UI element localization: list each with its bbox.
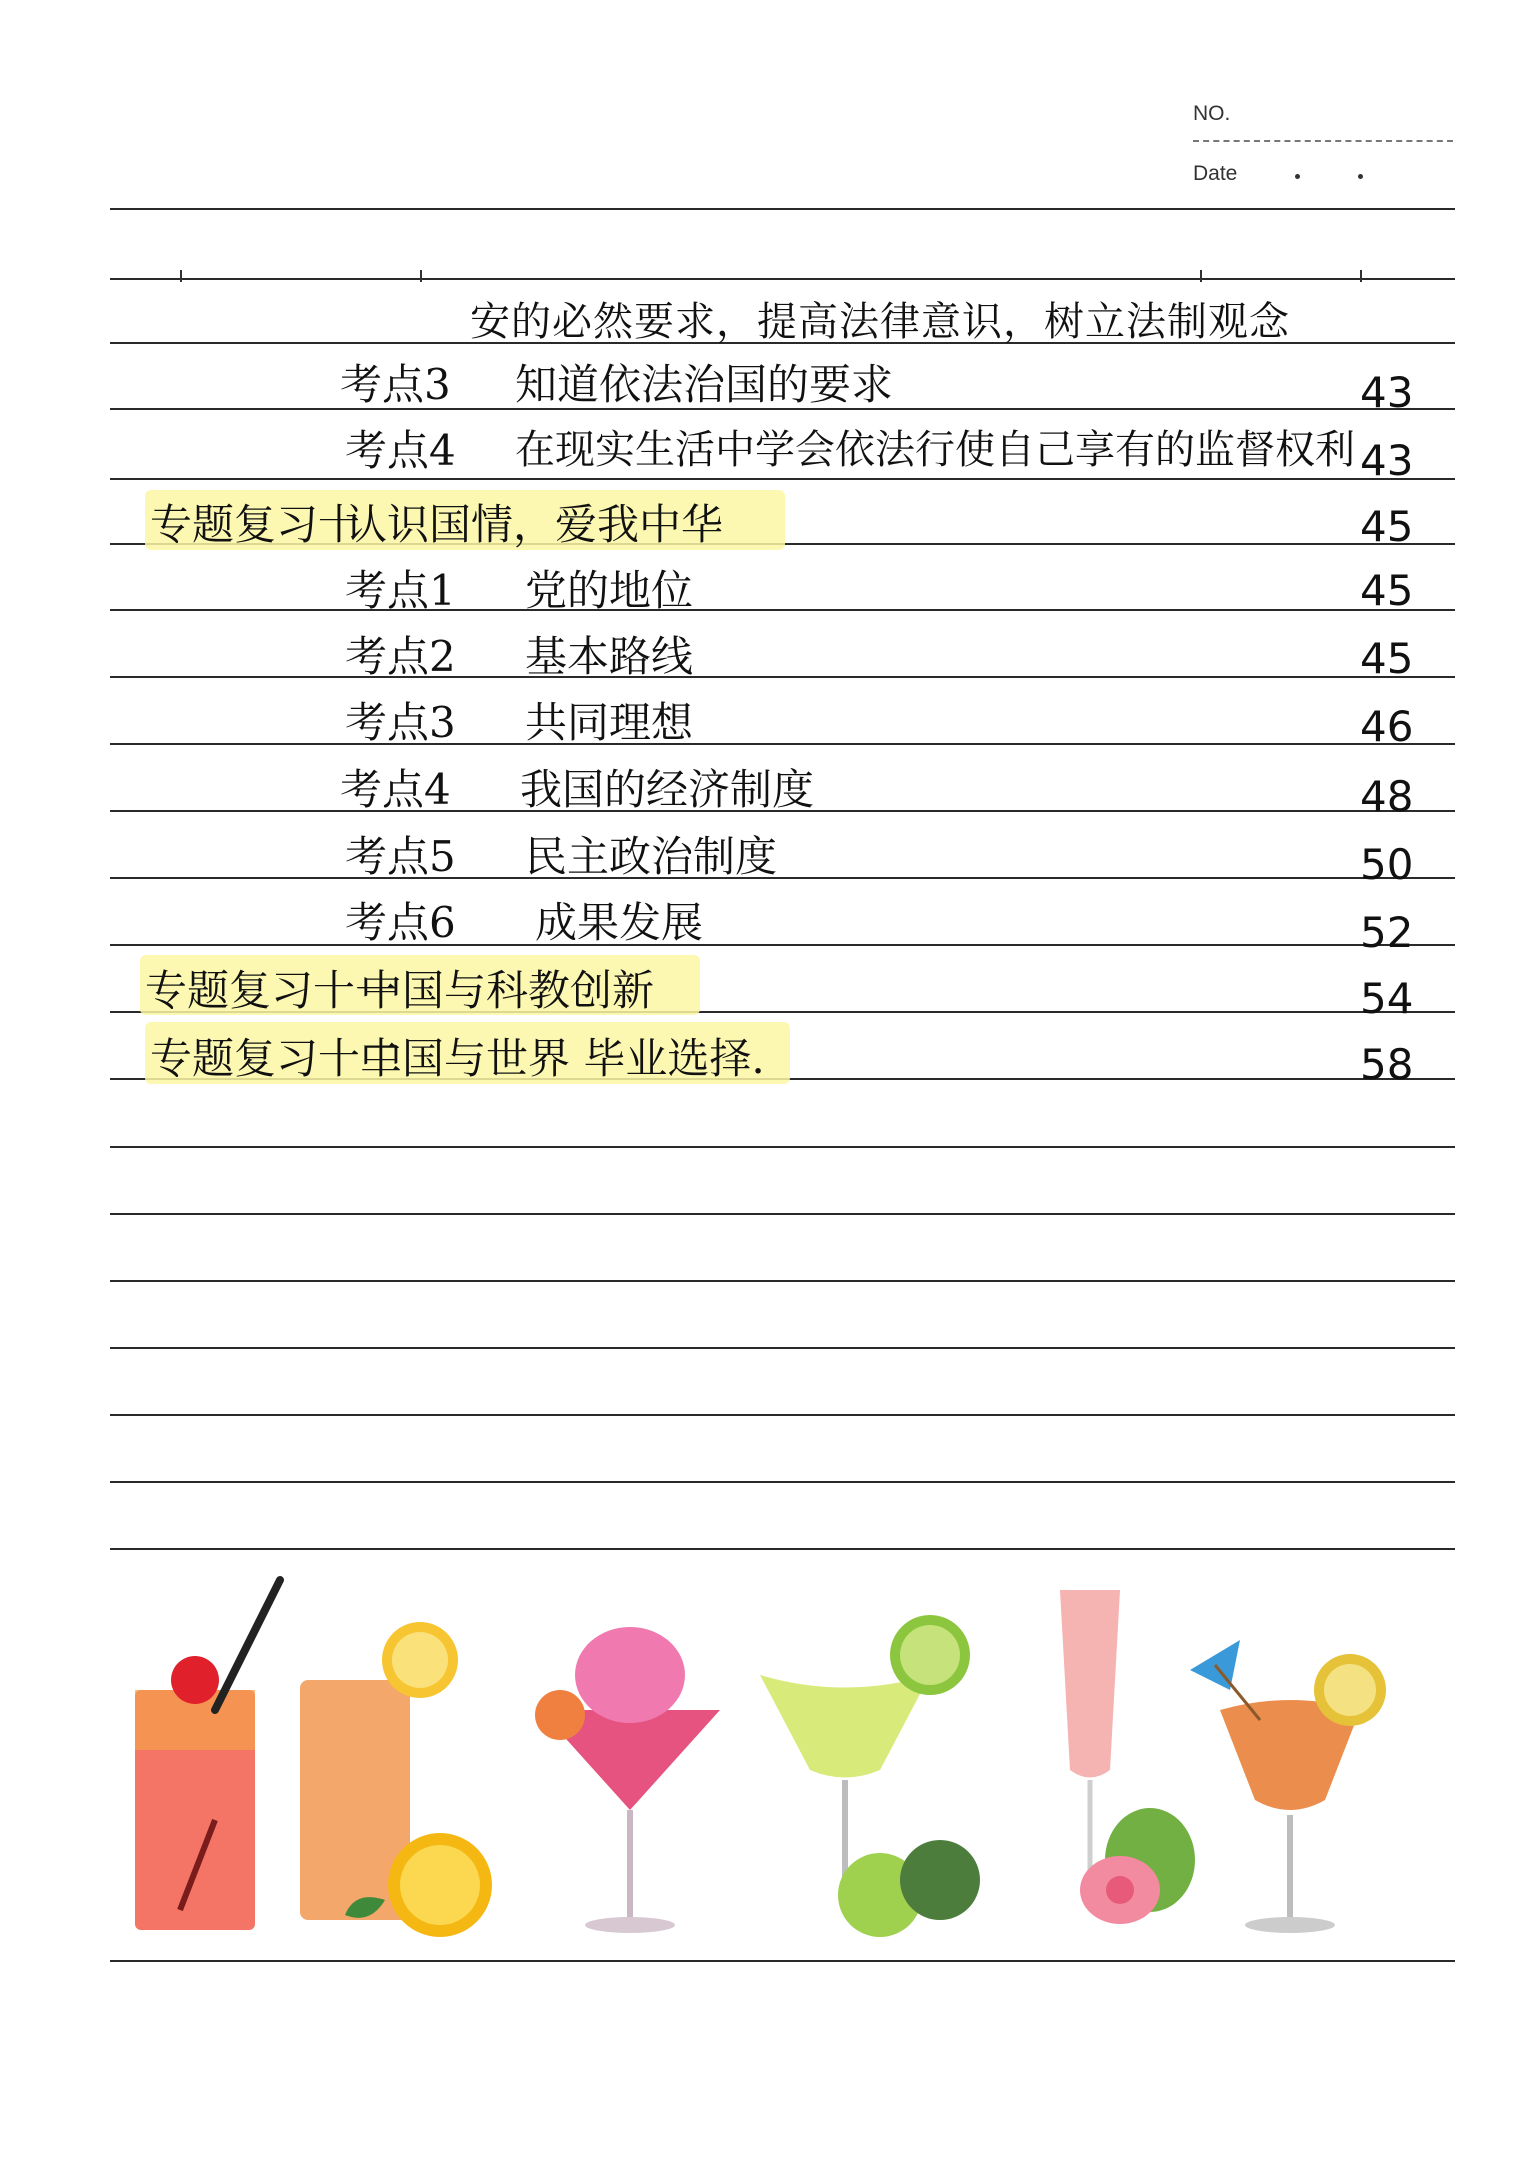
rule-tick <box>1360 270 1362 282</box>
entry-title: 基本路线 <box>525 632 694 681</box>
cocktail-illustration <box>120 1570 1460 1960</box>
rule-tick <box>420 270 422 282</box>
rule-tick <box>1200 270 1202 282</box>
date-dot-2 <box>1358 174 1363 179</box>
ruled-line <box>110 1960 1455 1962</box>
rule-tick <box>180 270 182 282</box>
orange-cocktail-icon <box>1190 1640 1386 1933</box>
ruled-line <box>110 1548 1455 1550</box>
entry-title: 中国与世界 毕业选择. <box>360 1034 765 1083</box>
entry-page: 54 <box>1360 974 1414 1023</box>
entry-label: 考点3 <box>340 360 451 409</box>
entry-title: 我国的经济制度 <box>520 765 815 814</box>
entry-label: 考点4 <box>345 426 456 475</box>
ruled-line <box>110 1347 1455 1349</box>
entry-label: 考点6 <box>345 898 456 947</box>
ruled-line <box>110 676 1455 678</box>
entry-page: 43 <box>1360 368 1414 417</box>
ruled-line <box>110 877 1455 879</box>
entry-page: 45 <box>1360 502 1414 551</box>
pink-martini-icon <box>535 1627 720 1933</box>
ruled-line <box>110 944 1455 946</box>
entry-label: 考点2 <box>345 632 456 681</box>
entry-title: 知道依法治国的要求 <box>515 360 894 409</box>
ruled-line <box>110 743 1455 745</box>
entry-label: 考点5 <box>345 832 456 881</box>
entry-label: 考点3 <box>345 698 456 747</box>
entry-title: 共同理想 <box>525 698 694 747</box>
entry-page: 45 <box>1360 566 1414 615</box>
ruled-line <box>110 1213 1455 1215</box>
entry-title: 认识国情，爱我中华 <box>345 500 724 549</box>
entry-page: 45 <box>1360 634 1414 683</box>
ruled-line <box>110 609 1455 611</box>
entry-title: 中国与科教创新 <box>360 966 655 1015</box>
entry-label: 考点1 <box>345 566 456 615</box>
entry-page: 50 <box>1360 840 1414 889</box>
date-label: Date <box>1193 162 1238 185</box>
entry-title: 民主政治制度 <box>525 832 778 881</box>
number-label: NO. <box>1193 102 1231 125</box>
ruled-line <box>110 478 1455 480</box>
entry-title: 党的地位 <box>525 566 694 615</box>
number-dashed-line <box>1193 140 1453 142</box>
ruled-line <box>110 208 1455 210</box>
continuation-line: 安的必然要求，提高法律意识，树立法制观念 <box>470 299 1290 345</box>
entry-page: 52 <box>1360 908 1414 957</box>
ruled-line <box>110 1280 1455 1282</box>
margarita-icon <box>760 1615 980 1937</box>
entry-label: 考点4 <box>340 765 451 814</box>
ruled-line <box>110 1481 1455 1483</box>
champagne-icon <box>1060 1590 1195 1924</box>
red-cocktail-icon <box>135 1580 280 1930</box>
entry-title: 在现实生活中学会依法行使自己享有的监督权利 <box>515 427 1355 473</box>
ruled-line <box>110 1414 1455 1416</box>
iced-tea-icon <box>300 1622 492 1937</box>
entry-page: 48 <box>1360 772 1414 821</box>
entry-label: 专题复习十二 <box>150 1034 403 1083</box>
entry-title: 成果发展 <box>535 898 704 947</box>
entry-page: 58 <box>1360 1040 1414 1089</box>
entry-page: 46 <box>1360 702 1414 751</box>
ruled-line <box>110 278 1455 280</box>
entry-label: 专题复习十 <box>150 500 361 549</box>
date-dot-1 <box>1295 174 1300 179</box>
entry-label: 专题复习十一 <box>145 966 398 1015</box>
ruled-line <box>110 1146 1455 1148</box>
entry-page: 43 <box>1360 436 1414 485</box>
